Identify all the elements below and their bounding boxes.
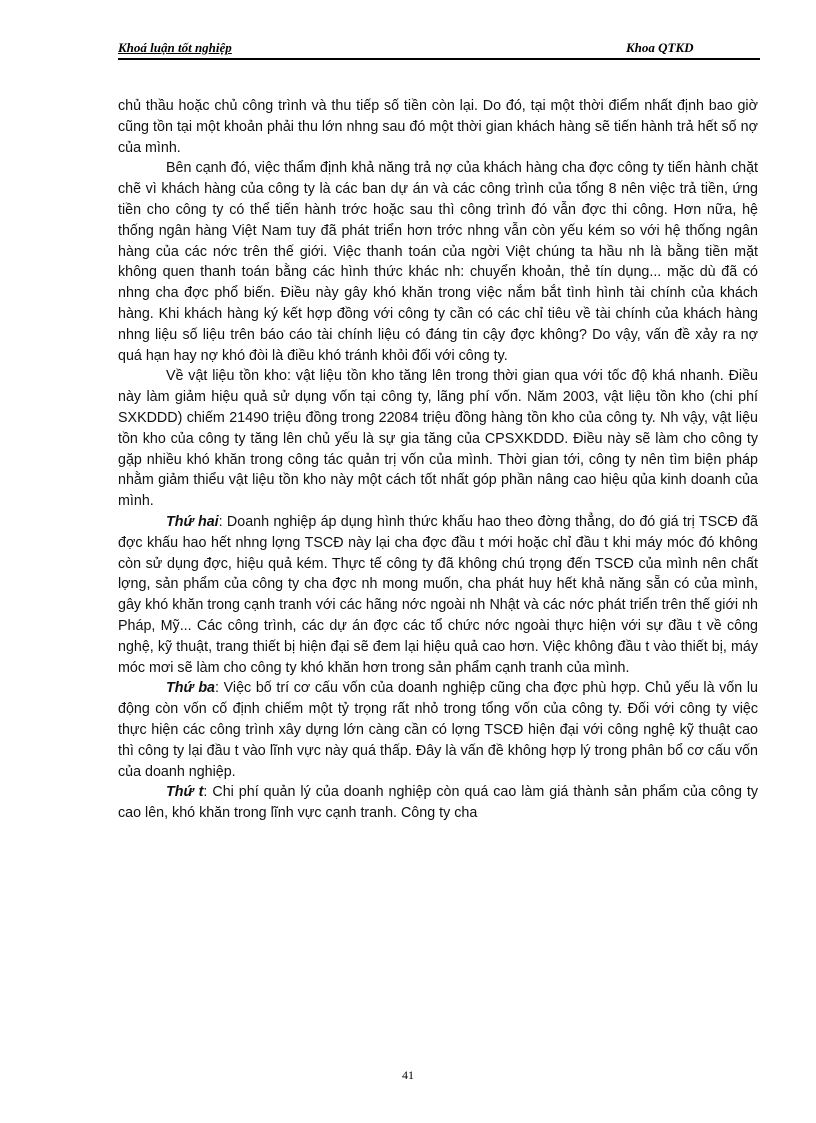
paragraph-1: chủ thầu hoặc chủ công trình và thu tiếp số tiền còn lại. Do đó, tại một thời điểm nhất định bao giờ cũng tồn tại một khoản phải thu lớn nhng sau đó một thời gian khách hàng sẽ tiến hành trả hết số nợ của mình. [118,98,758,156]
body-text [118,96,758,824]
paragraph-4 [118,512,758,678]
paragraph-5-text: : Việc bố trí cơ cấu vốn của doanh nghiệp cũng cha đợc phù hợp. Chủ yếu là vốn lu động còn vốn cố định chiếm một tỷ trọng rất nhỏ trong tổng vốn của công ty. Đối với công ty việc thực hiện các công trình xây dựng lớn càng cần có lợng TSCĐ hiện đại với công nghệ kỹ thuật cao thì công ty lại đầu t vào lĩnh vực này quá thấp. Đây là vấn đề không hợp lý trong phân bổ cơ cấu vốn của doanh nghiệp. [118,680,758,780]
paragraph-5 [118,678,758,782]
paragraph-2: Bên cạnh đó, việc thẩm định khả năng trả nợ của khách hàng cha đợc công ty tiến hành chặt chẽ vì khách hàng của công ty là các ban dự án và các công trình của tổng 8 nên việc trả tiền, ứng tiền cho công ty có thể tiến hành trớc hoặc sau thì công trình đó vẫn đợc thi công. Hơn nữa, hệ thống ngân hàng Việt Nam tuy đã phát triển hơn trớc nhng vẫn còn yếu kém so với hệ thống ngân hàng của các nớc trên thế giới. Việc thanh toán của ngời Việt chúng ta hầu nh là bằng tiền mặt không quen thanh toán bằng các hình thức khác nh: chuyển khoản, thẻ tín dụng... mặc dù đã có nhng cha đợc phổ biến. Điều này gây khó khăn trong việc nắm bắt tình hình tài chính của khách hàng. Khi khách hàng ký kết hợp đồng với công ty cần có các chỉ tiêu về tài chính của khách hàng nhng liệu số liệu trên báo cáo tài chính liệu có đáng tin cậy đợc không? Do vậy, vấn đề xảy ra nợ quá hạn hay nợ khó đòi là điều khó tránh khỏi đối với công ty. [118,160,758,364]
paragraph-4-text: : Doanh nghiệp áp dụng hình thức khấu hao theo đờng thẳng, do đó giá trị TSCĐ đã đợc khấu hao hết nhng lợng TSCĐ này lại cha đợc đầu t mới hoặc chỉ đầu t khi máy móc đó không còn sử dụng đợc, hiệu quả kém. Thực tế công ty đã không chú trọng đến TSCĐ của mình nên chất lợng, sản phẩm của công ty cha đợc nh mong muốn, cha phát huy hết khả năng sẵn có của mình, gây khó khăn trong cạnh tranh với các hãng nớc ngoài nh Nhật và các nớc phát triển trên thế giới nh Pháp, Mỹ... Các công trình, các dự án đợc các tổ chức nớc ngoài thực hiện với sự đầu t về công nghệ, kỹ thuật, trang thiết bị hiện đại sẽ đem lại hiệu quả cao hơn. Việc không đầu t vào thiết bị, máy móc mơi sẽ làm cho công ty khó khăn hơn trong sản phẩm cạnh tranh của mình. [118,513,758,676]
page-header [118,38,760,60]
page-number: 41 [402,1068,414,1082]
header-thesis-title: Khoá luận tốt nghiệp [118,40,232,55]
paragraph-5-lead: Thứ ba [166,680,216,697]
paragraph-3: Về vật liệu tồn kho: vật liệu tồn kho tăng lên trong thời gian qua với tốc độ khá nhanh. Điều này làm giảm hiệu quả sử dụng vốn tại công ty, lãng phí vốn. Năm 2003, vật liệu tồn kho (chi phí SXKDDD) chiếm 21490 triệu đồng trong 22084 triệu đồng hàng tồn kho của công ty. Nh vậy, vật liệu tồn kho của công ty tăng lên chủ yếu là sự gia tăng của CPSXKDDD. Điều này sẽ làm cho công ty gặp nhiều khó khăn trong công tác quản trị vốn của mình. Thời gian tới, công ty nên tìm biện pháp nhằm giảm thiểu vật liệu tồn kho này một cách tốt nhất góp phần nâng cao hiệu qủa kinh doanh của mình. [118,368,758,510]
header-department: Khoa QTKD [626,40,694,55]
paragraph-4-lead: Thứ hai [166,513,219,530]
paragraph-6-lead: Thứ t [166,784,204,801]
paragraph-6 [118,782,758,824]
paragraph-6-text: : Chi phí quản lý của doanh nghiệp còn quá cao làm giá thành sản phẩm của công ty cao lên, khó khăn trong lĩnh vực cạnh tranh. Công ty cha [118,784,758,822]
